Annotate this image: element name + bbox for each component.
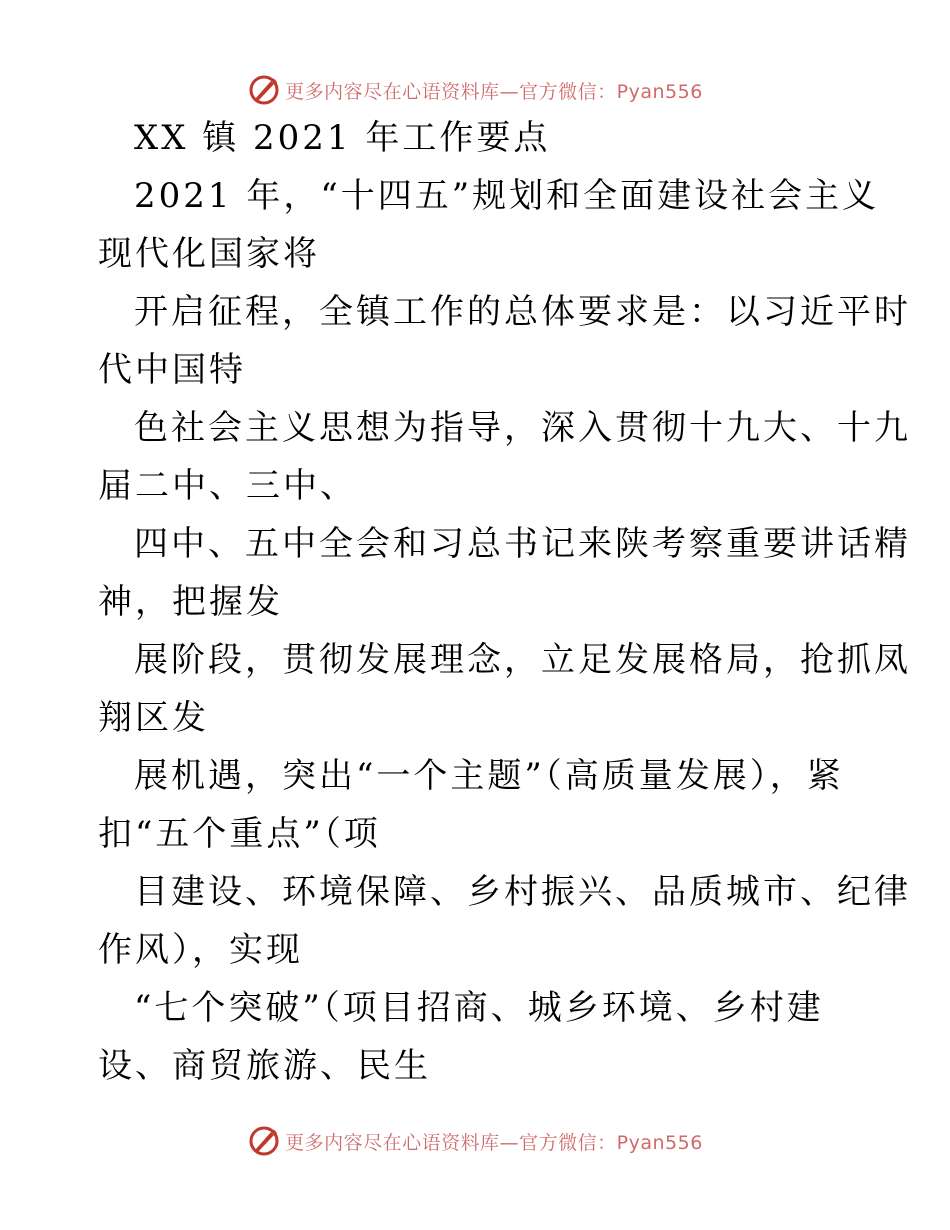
text-line: 扣“五个重点”（项 [98,814,381,854]
text-line: 代中国特 [98,350,246,390]
text-line: 四中、五中全会和习总书记来陕考察重要讲话精 [134,524,911,564]
footer-banner [0,1121,950,1161]
header-banner [0,70,950,110]
quill-logo-icon [247,1124,281,1158]
text-line: 翔区发 [98,698,209,738]
text-line: 目建设、环境保障、乡村振兴、品质城市、纪律 [134,872,911,912]
text-line: 作风），实现 [98,930,303,970]
text-line: 色社会主义思想为指导，深入贯彻十九大、十九 [134,408,911,448]
text-line: 设、商贸旅游、民生 [98,1046,431,1086]
text-line: 现代化国家将 [98,234,320,274]
text-line: 2021 年，“十四五”规划和全面建设社会主义 [134,176,880,216]
text-line: 神，把握发 [98,582,283,622]
document-title: XX 镇 2021 年工作要点 [134,118,551,158]
header-banner-text: 更多内容尽在心语资料库—官方微信：Pyan556 [285,80,703,103]
footer-banner-text: 更多内容尽在心语资料库—官方微信：Pyan556 [285,1131,703,1154]
text-line: 开启征程，全镇工作的总体要求是：以习近平时 [134,292,911,332]
text-line: 展机遇，突出“一个主题”（高质量发展），紧 [134,756,844,796]
quill-logo-icon [247,73,281,107]
text-line: “七个突破”（项目招商、城乡环境、乡村建 [134,988,824,1028]
text-line: 展阶段，贯彻发展理念，立足发展格局，抢抓凤 [134,640,911,680]
text-line: 届二中、三中、 [98,466,357,506]
